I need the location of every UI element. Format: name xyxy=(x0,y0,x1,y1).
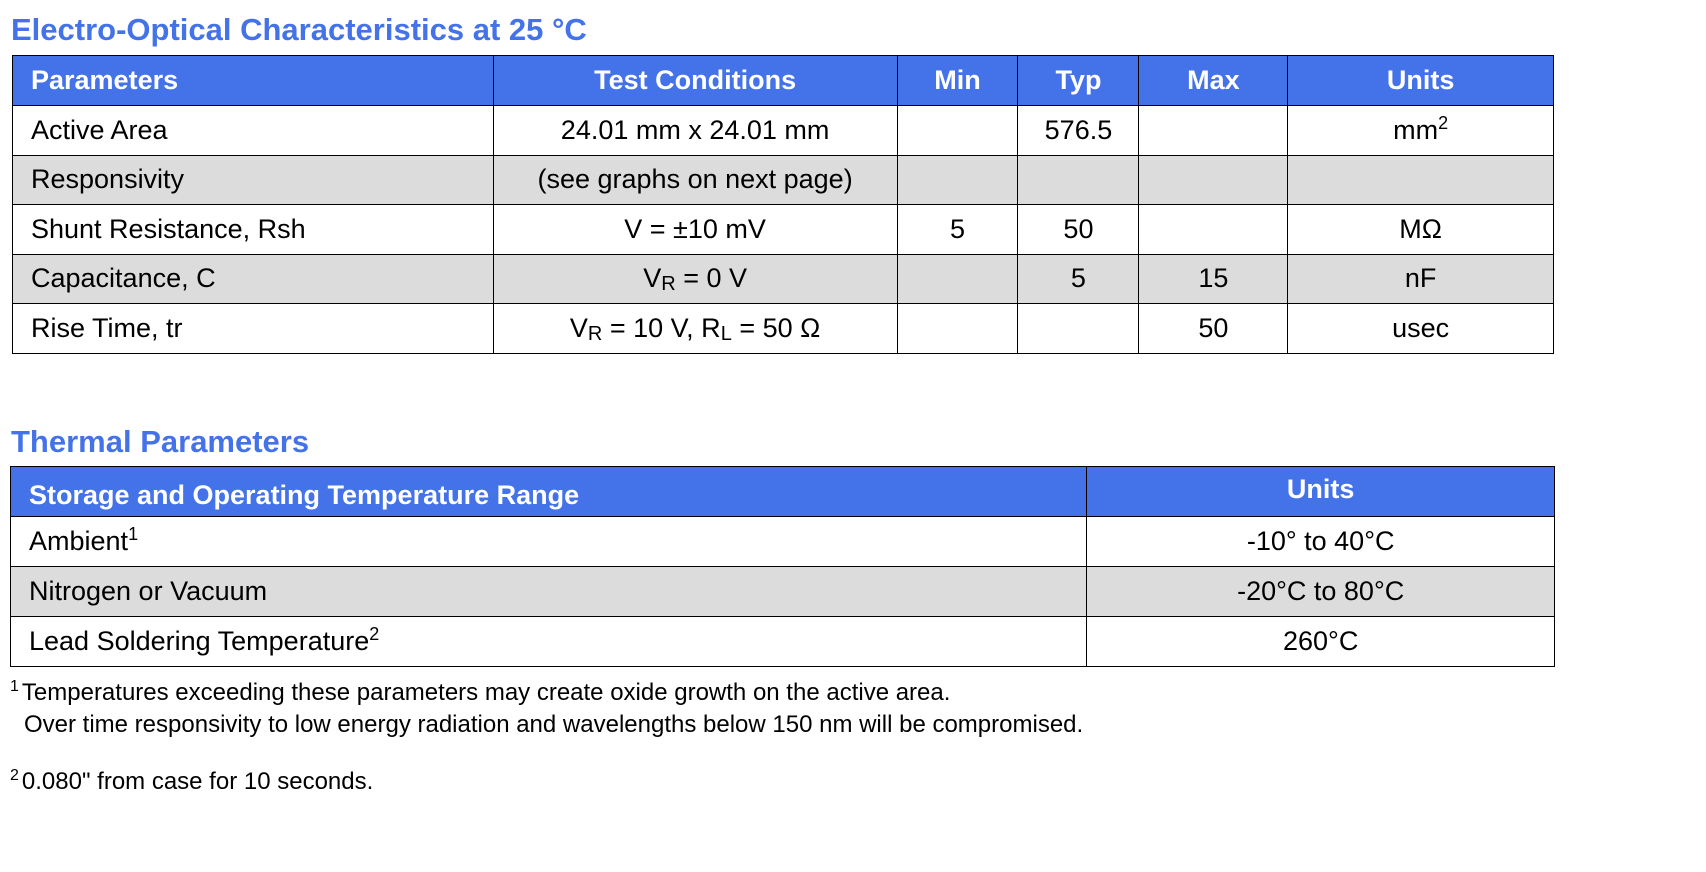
row-min xyxy=(897,254,1018,304)
footnote-text: Temperatures exceeding these parameters may create oxide growth on the active area. xyxy=(21,679,951,706)
row-max xyxy=(1139,205,1288,255)
condition-subscript: L xyxy=(720,322,732,345)
row-max: 50 xyxy=(1139,304,1288,354)
header-units: Units xyxy=(1087,467,1555,517)
row-units xyxy=(1288,106,1554,156)
header-temperature-range: Storage and Operating Temperature Range xyxy=(11,467,1087,517)
row-min: 5 xyxy=(897,205,1018,255)
condition-subscript: R xyxy=(587,322,603,345)
header-units: Units xyxy=(1288,56,1554,106)
condition-symbol: V xyxy=(643,263,662,294)
electro-optical-table xyxy=(12,55,1554,354)
row-min xyxy=(897,304,1018,354)
condition-symbol: V xyxy=(569,312,588,343)
row-parameter: Rise Time, tr xyxy=(13,304,494,354)
header-test-conditions: Test Conditions xyxy=(493,56,897,106)
units-base: mm xyxy=(1393,114,1439,145)
row-conditions: 24.01 mm x 24.01 mm xyxy=(493,106,897,156)
row-conditions: (see graphs on next page) xyxy=(493,155,897,205)
row-parameter: Capacitance, C xyxy=(13,254,494,304)
condition-value: = 50 Ω xyxy=(731,312,821,343)
thermal-parameters-table xyxy=(10,466,1555,667)
condition-value: = 0 V xyxy=(675,263,747,294)
row-label-text: Lead Soldering Temperature xyxy=(29,626,370,656)
row-conditions xyxy=(493,254,897,304)
footnote-1-continued: Over time responsivity to low energy radiation and wavelengths below 150 nm will be compromised. xyxy=(24,711,1084,738)
table-header-row xyxy=(11,467,1555,517)
row-max xyxy=(1139,106,1288,156)
condition-value: = 10 V, R xyxy=(602,312,721,343)
footnote-text: 0.080" from case for 10 seconds. xyxy=(21,768,374,795)
row-value: -20°C to 80°C xyxy=(1087,567,1555,617)
row-parameter: Active Area xyxy=(13,106,494,156)
row-units: usec xyxy=(1288,304,1554,354)
condition-subscript: R xyxy=(661,273,676,296)
header-max: Max xyxy=(1139,56,1288,106)
row-max: 15 xyxy=(1139,254,1288,304)
row-typ: 5 xyxy=(1018,254,1139,304)
row-min xyxy=(897,155,1018,205)
table-row xyxy=(11,517,1555,567)
row-label: Nitrogen or Vacuum xyxy=(11,567,1087,617)
row-typ xyxy=(1018,304,1139,354)
table-row xyxy=(13,304,1554,354)
row-typ: 576.5 xyxy=(1018,106,1139,156)
row-value: -10° to 40°C xyxy=(1087,517,1555,567)
row-units xyxy=(1288,155,1554,205)
footnote-ref: 2 xyxy=(369,624,380,644)
row-conditions: V = ±10 mV xyxy=(493,205,897,255)
row-parameter: Responsivity xyxy=(13,155,494,205)
row-typ: 50 xyxy=(1018,205,1139,255)
row-parameter: Shunt Resistance, Rsh xyxy=(13,205,494,255)
table-row xyxy=(13,106,1554,156)
thermal-parameters-title: Thermal Parameters xyxy=(11,424,310,459)
table-header-row xyxy=(13,56,1554,106)
table-row xyxy=(11,617,1555,667)
header-typ: Typ xyxy=(1018,56,1139,106)
row-label xyxy=(11,617,1087,667)
row-label xyxy=(11,517,1087,567)
footnote-1 xyxy=(10,677,950,709)
footnote-ref: 1 xyxy=(128,524,139,544)
table-row xyxy=(13,155,1554,205)
units-superscript: 2 xyxy=(1438,112,1449,133)
footnote-2 xyxy=(10,766,373,798)
table-row xyxy=(11,567,1555,617)
electro-optical-title: Electro-Optical Characteristics at 25 °C xyxy=(11,12,587,47)
header-min: Min xyxy=(897,56,1018,106)
footnote-marker: 1 xyxy=(10,678,19,695)
row-units: MΩ xyxy=(1288,205,1554,255)
row-min xyxy=(897,106,1018,156)
table-row xyxy=(13,205,1554,255)
row-units: nF xyxy=(1288,254,1554,304)
row-value: 260°C xyxy=(1087,617,1555,667)
footnote-marker: 2 xyxy=(10,767,19,784)
row-max xyxy=(1139,155,1288,205)
row-typ xyxy=(1018,155,1139,205)
header-parameters: Parameters xyxy=(13,56,494,106)
row-conditions xyxy=(493,304,897,354)
row-label-text: Ambient xyxy=(29,526,129,556)
table-row xyxy=(13,254,1554,304)
